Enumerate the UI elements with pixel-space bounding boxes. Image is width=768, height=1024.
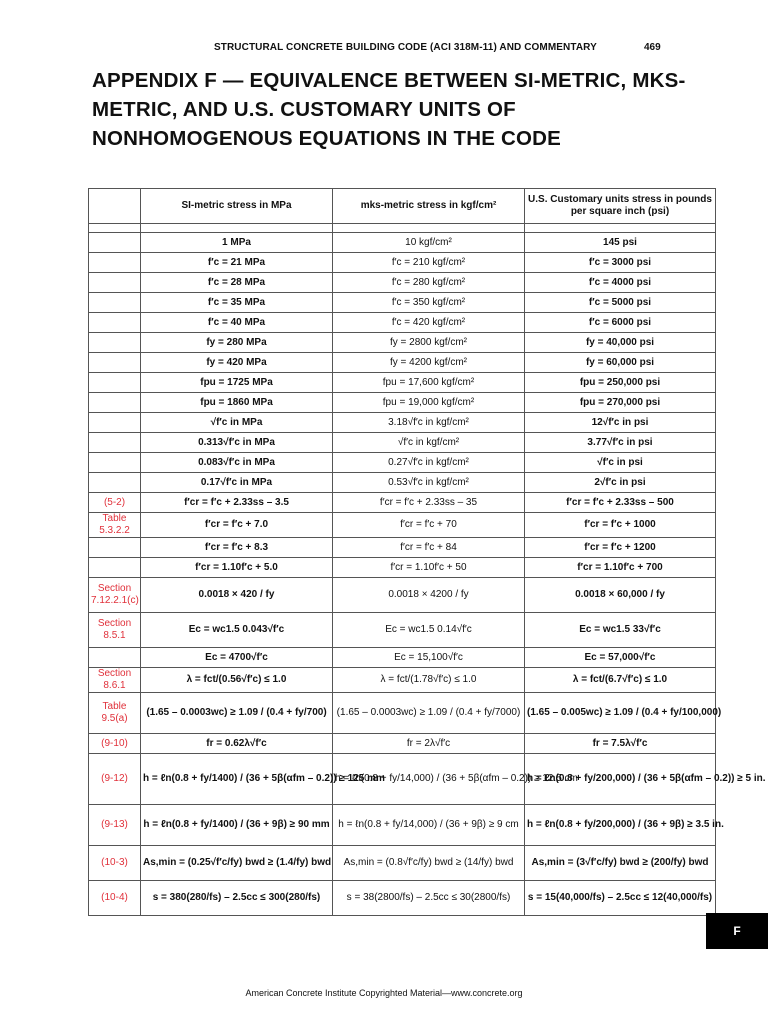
us-cell: Ec = 57,000√f′c [525,648,716,668]
ref-cell: Section 8.5.1 [89,613,141,648]
mks-cell: f′cr = f′c + 2.33ss – 35 [333,493,525,513]
si-cell: Ec = wc1.5 0.043√f′c [141,613,333,648]
ref-cell [89,353,141,373]
table-row [89,578,716,613]
si-cell: f′c = 21 MPa [141,253,333,273]
table-row [89,881,716,916]
si-cell: f′cr = f′c + 8.3 [141,538,333,558]
spacer-row [89,224,716,233]
table-row [89,754,716,805]
ref-cell [89,333,141,353]
header-mks: mks-metric stress in kgf/cm² [333,189,525,224]
si-cell: f′cr = f′c + 7.0 [141,513,333,538]
us-cell: f′c = 6000 psi [525,313,716,333]
mks-cell: f′c = 280 kgf/cm² [333,273,525,293]
header-si: SI-metric stress in MPa [141,189,333,224]
mks-cell: 0.27√f′c in kgf/cm² [333,453,525,473]
us-cell: h = ℓn(0.8 + fy/200,000) / (36 + 5β(αfm – 0.2)) ≥ 5 in. [525,754,716,805]
table-row [89,668,716,693]
table-row [89,453,716,473]
equivalence-table [88,188,766,916]
us-cell: 3.77√f′c in psi [525,433,716,453]
ref-cell: Section 8.6.1 [89,668,141,693]
ref-cell [89,453,141,473]
table-row [89,413,716,433]
si-cell: f′c = 35 MPa [141,293,333,313]
mks-cell: f′cr = 1.10f′c + 50 [333,558,525,578]
ref-cell [89,373,141,393]
table-row [89,693,716,734]
ref-cell: (9-13) [89,805,141,846]
mks-cell: As,min = (0.8√f′c/fy) bwd ≥ (14/fy) bwd [333,846,525,881]
si-cell: fy = 280 MPa [141,333,333,353]
us-cell: f′cr = f′c + 1000 [525,513,716,538]
us-cell: As,min = (3√f′c/fy) bwd ≥ (200/fy) bwd [525,846,716,881]
header-ref-cell [89,189,141,224]
si-cell: 0.313√f′c in MPa [141,433,333,453]
mks-cell: Ec = wc1.5 0.14√f′c [333,613,525,648]
table-row [89,293,716,313]
header-us: U.S. Customary units stress in pounds per square inch (psi) [525,189,716,224]
table-row [89,333,716,353]
table-row [89,313,716,333]
ref-cell [89,558,141,578]
running-header: STRUCTURAL CONCRETE BUILDING CODE (ACI 318M-11) AND COMMENTARY [214,42,597,53]
ref-cell: (9-12) [89,754,141,805]
mks-cell: fpu = 19,000 kgf/cm² [333,393,525,413]
mks-cell: s = 38(2800/fs) – 2.5cc ≤ 30(2800/fs) [333,881,525,916]
mks-cell: f′c = 210 kgf/cm² [333,253,525,273]
table-row [89,233,716,253]
si-cell: 0.083√f′c in MPa [141,453,333,473]
table-row [89,353,716,373]
ref-cell: (5-2) [89,493,141,513]
mks-cell: 0.0018 × 4200 / fy [333,578,525,613]
si-cell: 1 MPa [141,233,333,253]
table-row [89,613,716,648]
mks-cell: f′cr = f′c + 70 [333,513,525,538]
ref-cell [89,648,141,668]
si-cell: f′c = 40 MPa [141,313,333,333]
table-row [89,373,716,393]
ref-cell: Table 5.3.2.2 [89,513,141,538]
ref-cell [89,273,141,293]
mks-cell: fy = 2800 kgf/cm² [333,333,525,353]
table-row [89,253,716,273]
mks-cell: f′cr = f′c + 84 [333,538,525,558]
us-cell: f′cr = f′c + 1200 [525,538,716,558]
mks-cell: (1.65 – 0.0003wc) ≥ 1.09 / (0.4 + fy/7000) [333,693,525,734]
ref-cell [89,538,141,558]
page-number: 469 [644,42,661,53]
us-cell: fpu = 250,000 psi [525,373,716,393]
table-row [89,433,716,453]
ref-cell: Section 7.12.2.1(c) [89,578,141,613]
mks-cell: λ = fct/(1.78√f′c) ≤ 1.0 [333,668,525,693]
us-cell: (1.65 – 0.005wc) ≥ 1.09 / (0.4 + fy/100,000) [525,693,716,734]
si-cell: h = ℓn(0.8 + fy/1400) / (36 + 5β(αfm – 0.2)) ≥ 125 mm [141,754,333,805]
mks-cell: 3.18√f′c in kgf/cm² [333,413,525,433]
ref-cell [89,233,141,253]
us-cell: fy = 40,000 psi [525,333,716,353]
si-cell: fr = 0.62λ√f′c [141,734,333,754]
mks-cell: fy = 4200 kgf/cm² [333,353,525,373]
ref-cell: (10-3) [89,846,141,881]
ref-cell [89,413,141,433]
table-row [89,493,716,513]
table-row [89,393,716,413]
mks-cell: 0.53√f′c in kgf/cm² [333,473,525,493]
ref-cell [89,433,141,453]
us-cell: f′c = 3000 psi [525,253,716,273]
ref-cell: (10-4) [89,881,141,916]
ref-cell [89,253,141,273]
si-cell: f′cr = f′c + 2.33ss – 3.5 [141,493,333,513]
us-cell: 2√f′c in psi [525,473,716,493]
si-cell: (1.65 – 0.0003wc) ≥ 1.09 / (0.4 + fy/700) [141,693,333,734]
table-row [89,558,716,578]
ref-cell: (9-10) [89,734,141,754]
us-cell: 0.0018 × 60,000 / fy [525,578,716,613]
us-cell: f′cr = 1.10f′c + 700 [525,558,716,578]
ref-cell [89,393,141,413]
si-cell: Ec = 4700√f′c [141,648,333,668]
us-cell: fpu = 270,000 psi [525,393,716,413]
spacer-cell [525,224,716,233]
appendix-tab: F [706,913,768,949]
mks-cell: f′c = 350 kgf/cm² [333,293,525,313]
table-row [89,648,716,668]
table-header-row [89,189,716,224]
si-cell: 0.17√f′c in MPa [141,473,333,493]
si-cell: f′cr = 1.10f′c + 5.0 [141,558,333,578]
table-row [89,734,716,754]
us-cell: h = ℓn(0.8 + fy/200,000) / (36 + 9β) ≥ 3.5 in. [525,805,716,846]
mks-cell: fpu = 17,600 kgf/cm² [333,373,525,393]
us-cell: λ = fct/(6.7√f′c) ≤ 1.0 [525,668,716,693]
table-row [89,805,716,846]
si-cell: √f′c in MPa [141,413,333,433]
si-cell: h = ℓn(0.8 + fy/1400) / (36 + 9β) ≥ 90 mm [141,805,333,846]
si-cell: As,min = (0.25√f′c/fy) bwd ≥ (1.4/fy) bwd [141,846,333,881]
us-cell: fy = 60,000 psi [525,353,716,373]
ref-cell [89,473,141,493]
si-cell: fy = 420 MPa [141,353,333,373]
spacer-cell [333,224,525,233]
si-cell: f′c = 28 MPa [141,273,333,293]
table-row [89,473,716,493]
table-row [89,846,716,881]
us-cell: fr = 7.5λ√f′c [525,734,716,754]
si-cell: fpu = 1860 MPa [141,393,333,413]
page-title: APPENDIX F — EQUIVALENCE BETWEEN SI-METRIC, MKS-METRIC, AND U.S. CUSTOMARY UNITS OF NONHOMOGENOUS EQUATIONS IN THE CODE [92,69,686,150]
us-cell: f′c = 4000 psi [525,273,716,293]
mks-cell: Ec = 15,100√f′c [333,648,525,668]
mks-cell: h = ℓn(0.8 + fy/14,000) / (36 + 5β(αfm – 0.2)) ≥ 12.5 cm [333,754,525,805]
us-cell: s = 15(40,000/fs) – 2.5cc ≤ 12(40,000/fs) [525,881,716,916]
us-cell: Ec = wc1.5 33√f′c [525,613,716,648]
spacer-cell [89,224,141,233]
us-cell: f′cr = f′c + 2.33ss – 500 [525,493,716,513]
us-cell: 12√f′c in psi [525,413,716,433]
si-cell: s = 380(280/fs) – 2.5cc ≤ 300(280/fs) [141,881,333,916]
ref-cell: Table 9.5(a) [89,693,141,734]
mks-cell: √f′c in kgf/cm² [333,433,525,453]
spacer-cell [141,224,333,233]
footer: American Concrete Institute Copyrighted Material—www.concrete.org [245,988,523,998]
si-cell: fpu = 1725 MPa [141,373,333,393]
us-cell: f′c = 5000 psi [525,293,716,313]
mks-cell: h = ℓn(0.8 + fy/14,000) / (36 + 9β) ≥ 9 cm [333,805,525,846]
si-cell: λ = fct/(0.56√f′c) ≤ 1.0 [141,668,333,693]
mks-cell: fr = 2λ√f′c [333,734,525,754]
table-row [89,538,716,558]
mks-cell: 10 kgf/cm² [333,233,525,253]
table-row [89,273,716,293]
si-cell: 0.0018 × 420 / fy [141,578,333,613]
us-cell: √f′c in psi [525,453,716,473]
table-row [89,513,716,538]
ref-cell [89,313,141,333]
mks-cell: f′c = 420 kgf/cm² [333,313,525,333]
ref-cell [89,293,141,313]
us-cell: 145 psi [525,233,716,253]
